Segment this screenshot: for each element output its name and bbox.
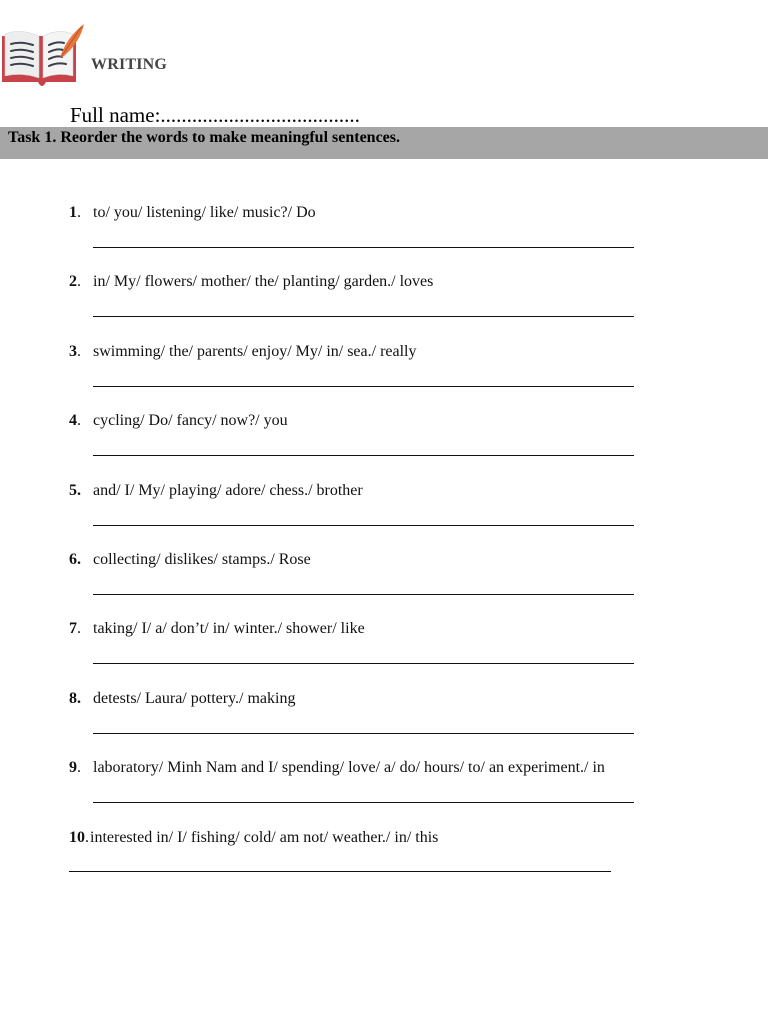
answer-line[interactable] (93, 247, 634, 248)
exercise-item (0, 829, 768, 889)
answer-line[interactable] (93, 386, 634, 387)
item-number: 10. (69, 829, 89, 846)
answer-line[interactable] (93, 316, 634, 317)
open-book-quill-icon (0, 20, 86, 88)
exercise-item (0, 759, 768, 819)
scrambled-words: in/ My/ flowers/ mother/ the/ planting/ garden./ loves (93, 273, 434, 290)
item-number: 2. (69, 273, 81, 290)
answer-line[interactable] (93, 663, 634, 664)
scrambled-words: to/ you/ listening/ like/ music?/ Do (93, 204, 316, 221)
exercise-item (0, 690, 768, 750)
answer-line[interactable] (69, 871, 611, 872)
item-number: 8. (69, 690, 81, 707)
item-number: 7. (69, 620, 81, 637)
scrambled-words: cycling/ Do/ fancy/ now?/ you (93, 412, 288, 429)
item-number: 9. (69, 759, 81, 776)
answer-line[interactable] (93, 733, 634, 734)
scrambled-words: swimming/ the/ parents/ enjoy/ My/ in/ sea./ really (93, 343, 417, 360)
scrambled-words: detests/ Laura/ pottery./ making (93, 690, 296, 707)
scrambled-words: taking/ I/ a/ don’t/ in/ winter./ shower/ like (93, 620, 365, 637)
answer-line[interactable] (93, 594, 634, 595)
item-number: 3. (69, 343, 81, 360)
scrambled-words: and/ I/ My/ playing/ adore/ chess./ brother (93, 482, 363, 499)
exercise-item (0, 204, 768, 264)
scrambled-words: collecting/ dislikes/ stamps./ Rose (93, 551, 311, 568)
item-number: 6. (69, 551, 81, 568)
exercise-item (0, 482, 768, 542)
exercise-item (0, 273, 768, 333)
answer-line[interactable] (93, 802, 634, 803)
exercise-item (0, 343, 768, 403)
answer-line[interactable] (93, 455, 634, 456)
item-number: 4. (69, 412, 81, 429)
answer-line[interactable] (93, 525, 634, 526)
exercise-item (0, 412, 768, 472)
task-title: Task 1. Reorder the words to make meaningful sentences. (8, 129, 400, 146)
section-title: WRITING (91, 56, 168, 73)
exercise-item (0, 551, 768, 611)
task-header-bar (0, 127, 768, 159)
exercise-item (0, 620, 768, 680)
item-number: 5. (69, 482, 81, 499)
scrambled-words: laboratory/ Minh Nam and I/ spending/ love/ a/ do/ hours/ to/ an experiment./ in (93, 759, 605, 776)
item-number: 1. (69, 204, 81, 221)
full-name-field[interactable]: Full name:...................................... (70, 103, 360, 127)
scrambled-words: interested in/ I/ fishing/ cold/ am not/ weather./ in/ this (90, 829, 439, 846)
